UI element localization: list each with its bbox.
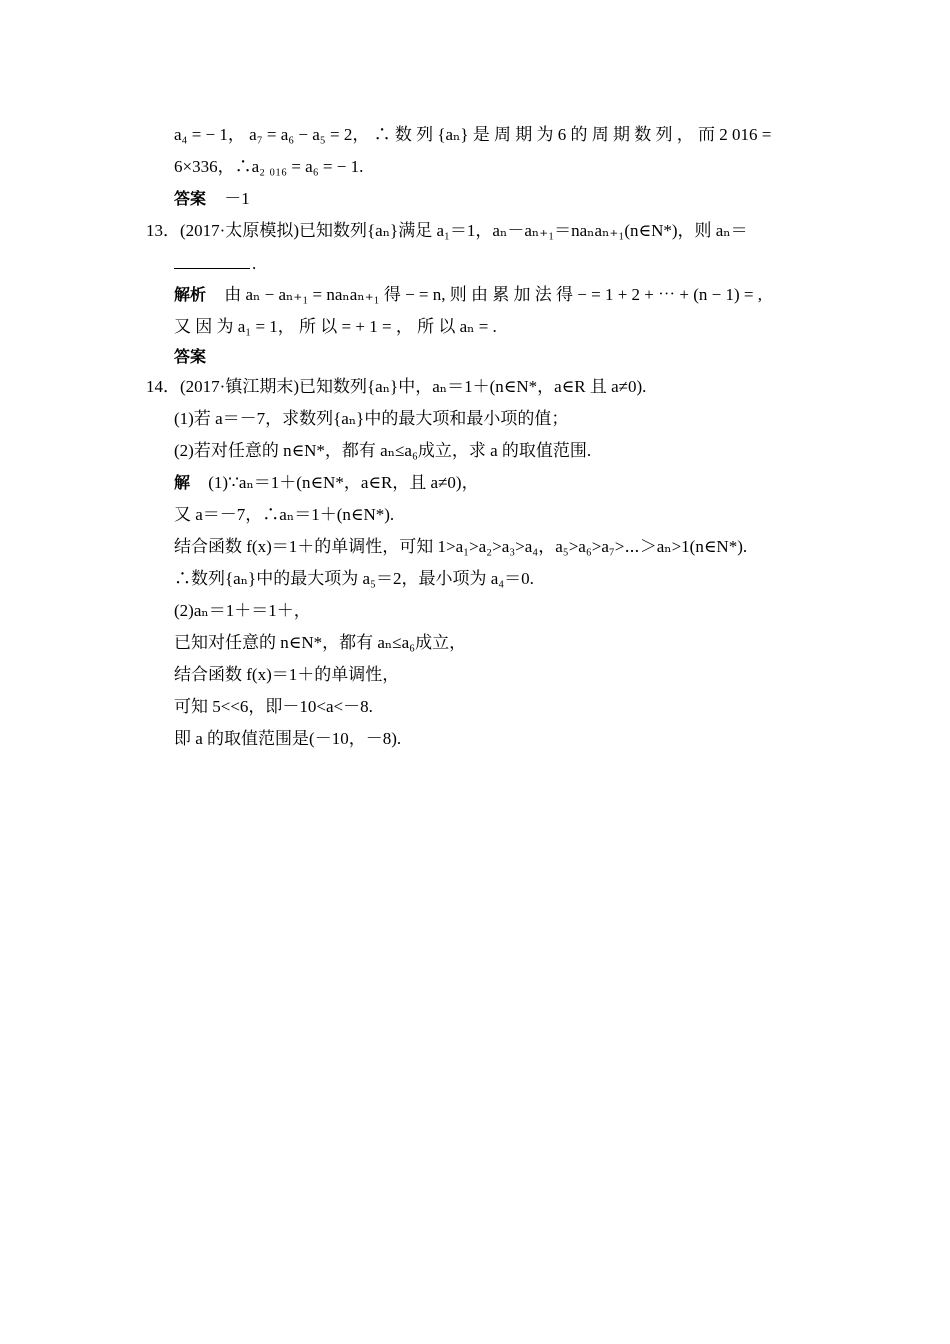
solution-line: 6×336，∴a₂ ₀₁₆ = a₆ = − 1.	[174, 157, 364, 176]
solution-line: 又 a＝－7，∴aₙ＝1＋(n∈N*).	[174, 505, 395, 524]
question-14: 14．(2017·镇江期末)已知数列{aₙ}中，aₙ＝1＋(n∈N*，a∈R 且 a≠0).	[146, 377, 647, 396]
answer-blank	[174, 252, 250, 269]
answer-line	[174, 188, 250, 210]
solution-text: (1)∵aₙ＝1＋(n∈N*，a∈R，且 a≠0)，	[208, 473, 479, 492]
question-14-part-1: (1)若 a＝－7，求数列{aₙ}中的最大项和最小项的值；	[174, 409, 569, 428]
analysis-text: 由 aₙ − aₙ₊₁ = naₙaₙ₊₁ 得 − = n, 则 由 累 加 法 得 − = 1 + 2 + ⋯ + (n − 1) = ,	[224, 285, 762, 304]
analysis-label: 解析	[174, 285, 207, 304]
answer-value: －1	[224, 189, 250, 208]
answer-label: 答案	[174, 347, 207, 366]
solution-header-line	[174, 472, 479, 494]
solution-label: 解	[174, 473, 191, 492]
solution-line: 结合函数 f(x)＝1＋的单调性，	[174, 665, 400, 684]
analysis-line-2: 又 因 为 a₁ = 1， 所 以 = + 1 = ， 所 以 aₙ = .	[174, 317, 497, 336]
question-14-part-2: (2)若对任意的 n∈N*，都有 aₙ≤a₆成立，求 a 的取值范围.	[174, 441, 592, 460]
solution-line: 结合函数 f(x)＝1＋的单调性，可知 1>a₁>a₂>a₃>a₄，a₅>a₆>a₇>⋯＞aₙ>1(n∈N*).	[174, 537, 748, 556]
solution-line: a₄ = − 1， a₇ = a₆ − a₅ = 2， ∴ 数 列 {aₙ} 是 周 期 为 6 的 周 期 数 列 ， 而 2 016 =	[174, 125, 772, 144]
solution-line: (2)aₙ＝1＋＝1＋，	[174, 601, 311, 620]
answer-label: 答案	[174, 189, 207, 208]
analysis-line	[174, 284, 762, 306]
solution-line: 可知 5<<6，即－10<a<－8.	[174, 697, 373, 716]
solution-line: ∴数列{aₙ}中的最大项为 a₅＝2，最小项为 a₄＝0.	[174, 569, 534, 588]
solution-line: 已知对任意的 n∈N*，都有 aₙ≤a₆成立，	[174, 633, 467, 652]
answer-blank-line: .	[174, 252, 256, 275]
solution-line: 即 a 的取值范围是(－10，－8).	[174, 729, 402, 748]
question-13: 13．(2017·太原模拟)已知数列{aₙ}满足 a₁＝1，aₙ－aₙ₊₁＝naₙaₙ₊₁(n∈N*)，则 aₙ＝	[146, 221, 748, 240]
answer-line-2	[174, 346, 206, 368]
